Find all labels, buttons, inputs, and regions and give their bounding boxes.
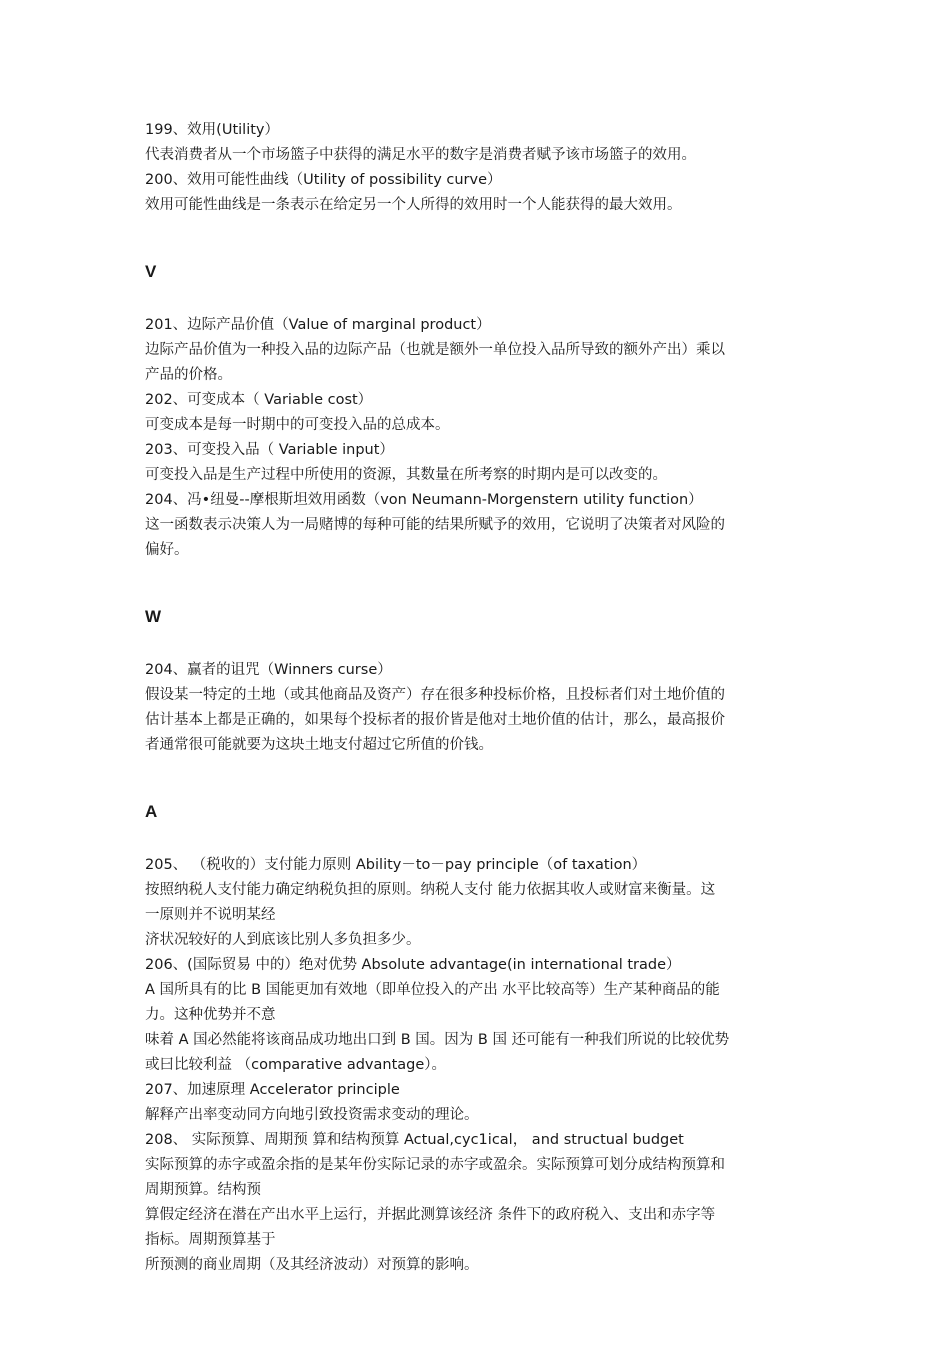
entry-204w-title: 204、赢者的诅咒（Winners curse） bbox=[145, 662, 392, 678]
section-w bbox=[145, 658, 815, 758]
entry-201-definition-line1: 边际产品价值为一种投入品的边际产品（也就是额外一单位投入品所导致的额外产出）乘以 bbox=[145, 342, 725, 358]
entry-208-definition-line4: 指标。周期预算基于 bbox=[145, 1232, 276, 1248]
section-heading-w: W bbox=[145, 607, 162, 626]
entry-208-definition-line2: 周期预算。结构预 bbox=[145, 1182, 261, 1198]
entry-204w-definition-line3: 者通常很可能就要为这块土地支付超过它所值的价钱。 bbox=[145, 737, 493, 753]
entry-202-definition: 可变成本是每一时期中的可变投入品的总成本。 bbox=[145, 417, 450, 433]
section-v bbox=[145, 313, 815, 563]
entry-206-definition-line2: 力。这种优势并不意 bbox=[145, 1007, 276, 1023]
entry-204-title: 204、冯•纽曼--摩根斯坦效用函数（von Neumann-Morgenstern utility function） bbox=[145, 492, 703, 508]
entry-208-definition-line5: 所预测的商业周期（及其经济波动）对预算的影响。 bbox=[145, 1257, 479, 1273]
section-u bbox=[145, 118, 815, 218]
entry-205-definition-line3: 济状况较好的人到底该比别人多负担多少。 bbox=[145, 932, 421, 948]
entry-208-title: 208、 实际预算、周期预 算和结构预算 Actual,cyc1ical， and structual budget bbox=[145, 1132, 684, 1148]
entry-207-definition: 解释产出率变动同方向地引致投资需求变动的理论。 bbox=[145, 1107, 479, 1123]
entry-206-definition-line3: 味着 A 国必然能将该商品成功地出口到 B 国。因为 B 国 还可能有一种我们所说的比较优势 bbox=[145, 1032, 730, 1048]
entry-200-definition: 效用可能性曲线是一条表示在给定另一个人所得的效用时一个人能获得的最大效用。 bbox=[145, 197, 682, 213]
entry-206-title: 206、(国际贸易 中的）绝对优势 Absolute advantage(in international trade） bbox=[145, 957, 681, 973]
entry-199-title: 199、效用(Utility） bbox=[145, 122, 279, 138]
entry-203-title: 203、可变投入品（ Variable input） bbox=[145, 442, 394, 458]
entry-206-definition-line1: A 国所具有的比 B 国能更加有效地（即单位投入的产出 水平比较高等）生产某种商品的能 bbox=[145, 982, 720, 998]
entry-202-title: 202、可变成本（ Variable cost） bbox=[145, 392, 373, 408]
section-heading-v: V bbox=[145, 262, 157, 281]
entry-201-title: 201、边际产品价值（Value of marginal product） bbox=[145, 317, 491, 333]
section-a bbox=[145, 853, 815, 1278]
entry-204w-definition-line1: 假设某一特定的土地（或其他商品及资产）存在很多种投标价格，且投标者们对土地价值的 bbox=[145, 687, 725, 703]
entry-205-title: 205、 （税收的）支付能力原则 Ability－to－pay principle（of taxation） bbox=[145, 857, 647, 873]
entry-206-definition-line4: 或曰比较利益 （comparative advantage）。 bbox=[145, 1057, 447, 1073]
entry-207-title: 207、加速原理 Accelerator principle bbox=[145, 1082, 400, 1098]
entry-203-definition: 可变投入品是生产过程中所使用的资源，其数量在所考察的时期内是可以改变的。 bbox=[145, 467, 667, 483]
entry-205-definition-line1: 按照纳税人支付能力确定纳税负担的原则。纳税人支付 能力依据其收人或财富来衡量。这 bbox=[145, 882, 716, 898]
entry-199-definition: 代表消费者从一个市场篮子中获得的满足水平的数字是消费者赋予该市场篮子的效用。 bbox=[145, 147, 696, 163]
entry-208-definition-line1: 实际预算的赤字或盈余指的是某年份实际记录的赤字或盈余。实际预算可划分成结构预算和 bbox=[145, 1157, 725, 1173]
section-heading-a: A bbox=[145, 802, 158, 821]
entry-201-definition-line2: 产品的价格。 bbox=[145, 367, 232, 383]
entry-205-definition-line2: 一原则并不说明某经 bbox=[145, 907, 276, 923]
entry-204-definition-line2: 偏好。 bbox=[145, 542, 189, 558]
document-page bbox=[145, 118, 815, 1278]
entry-200-title: 200、效用可能性曲线（Utility of possibility curve） bbox=[145, 172, 502, 188]
entry-208-definition-line3: 算假定经济在潜在产出水平上运行，并据此测算该经济 条件下的政府税入、支出和赤字等 bbox=[145, 1207, 716, 1223]
entry-204w-definition-line2: 估计基本上都是正确的，如果每个投标者的报价皆是他对土地价值的估计，那么，最高报价 bbox=[145, 712, 725, 728]
entry-204-definition-line1: 这一函数表示决策人为一局赌博的每种可能的结果所赋予的效用，它说明了决策者对风险的 bbox=[145, 517, 725, 533]
